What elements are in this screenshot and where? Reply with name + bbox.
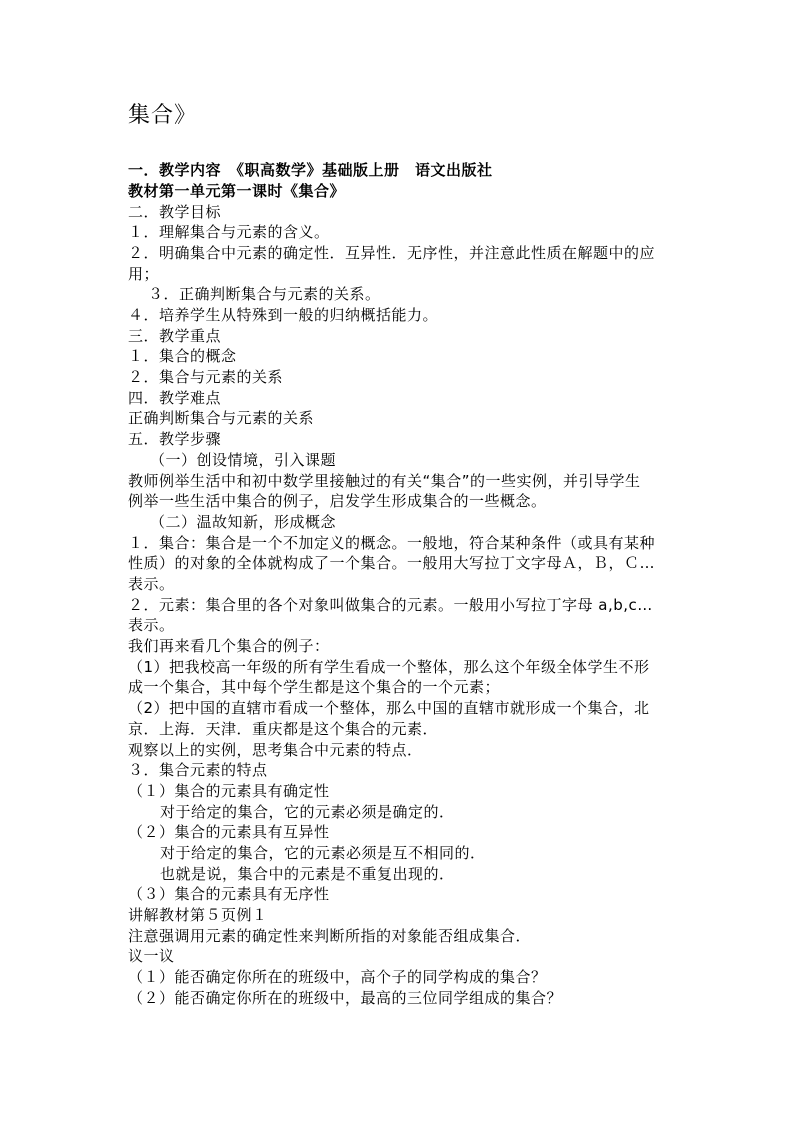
step-1-text: 教师例举生活中和初中数学里接触过的有关“集合”的一些实例，并引导学生 [128,472,641,490]
step-2-heading: （二）温故知新，形成概念 [150,513,337,531]
element-traits-heading: ３．集合元素的特点 [128,761,268,779]
trait-unordered: （３）集合的元素具有无序性 [128,885,330,903]
trait-determinacy: （１）集合的元素具有确定性 [128,782,330,800]
trait-distinctness-text-2: 也就是说，集合中的元素是不重复出现的． [160,865,455,883]
discussion-question-2: （２）能否确定你所在的班级中，最高的三位同学组成的集合？ [128,989,563,1007]
definition-element: ２．元素：集合里的各个对象叫做集合的元素。一般用小写拉丁字母 a,b,c… [128,596,653,614]
goal-2: ２．明确集合中元素的确定性．互异性．无序性，并注意此性质在解题中的应 [128,244,656,262]
step-1-heading: （一）创设情境，引入课题 [150,451,337,469]
goal-3: ３．正确判断集合与元素的关系。 [148,285,381,303]
observation-prompt: 观察以上的实例，思考集合中元素的特点． [128,741,423,759]
section-5-heading: 五．教学步骤 [128,430,222,448]
textbook-example-line: 讲解教材第５页例１ [128,906,268,924]
example-1-continued: 成一个集合，其中每个学生都是这个集合的一个元素； [128,678,501,696]
definition-element-end: 表示。 [128,616,175,634]
textbook-lesson-line: 教材第一单元第一课时《集合》 [128,182,346,200]
focus-1: １．集合的概念 [128,347,237,365]
focus-2: ２．集合与元素的关系 [128,368,284,386]
trait-distinctness: （２）集合的元素具有互异性 [128,823,330,841]
example-2-continued: 京．上海．天津．重庆都是这个集合的元素． [128,720,439,738]
section-1-heading: 一．教学内容 《职高数学》基础版上册 语文出版社 [128,161,493,179]
goal-4: ４．培养学生从特殊到一般的归纳概括能力。 [128,306,439,324]
definition-set: １．集合：集合是一个不加定义的概念。一般地，符合某种条件（或具有某种 [128,534,656,552]
goal-1: １．理解集合与元素的含义。 [128,223,330,241]
section-3-heading: 三．教学重点 [128,327,222,345]
discussion-heading: 议一议 [128,947,175,965]
discussion-question-1: （１）能否确定你所在的班级中，高个子的同学构成的集合？ [128,968,547,986]
examples-intro: 我们再来看几个集合的例子： [128,637,330,655]
definition-set-continued: 性质）的对象的全体就构成了一个集合。一般用大写拉丁文字母Ａ，Ｂ，Ｃ… [128,554,656,572]
document-title: 集合》 [128,103,198,128]
goal-2-continued: 用； [128,265,160,283]
difficulty-text: 正确判断集合与元素的关系 [128,409,315,427]
example-1: （1）把我校高一年级的所有学生看成一个整体，那么这个年级全体学生不形 [128,658,650,676]
section-2-heading: 二．教学目标 [128,203,222,221]
definition-set-end: 表示。 [128,575,175,593]
trait-determinacy-text: 对于给定的集合，它的元素必须是确定的． [160,803,455,821]
emphasis-note: 注意强调用元素的确定性来判断所指的对象能否组成集合． [128,927,532,945]
section-4-heading: 四．教学难点 [128,389,222,407]
trait-distinctness-text: 对于给定的集合，它的元素必须是互不相同的． [160,844,486,862]
example-2: （2）把中国的直辖市看成一个整体，那么中国的直辖市就形成一个集合，北 [128,699,650,717]
step-1-text-continued: 例举一些生活中集合的例子，启发学生形成集合的一些概念。 [128,492,547,510]
